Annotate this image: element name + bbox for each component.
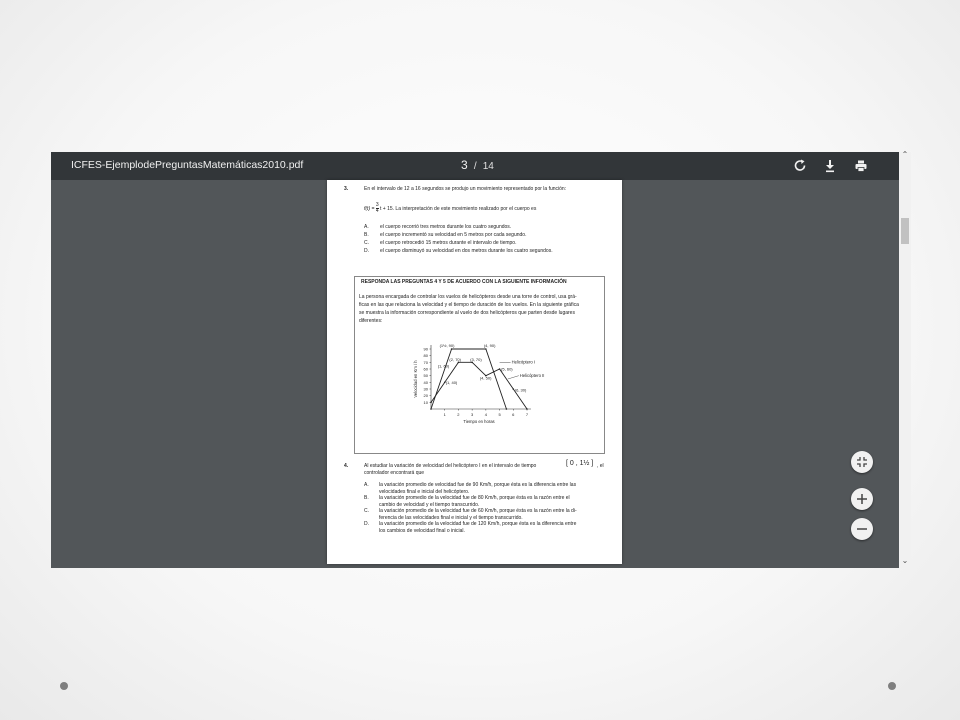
x-tick-label: 7 [525, 412, 529, 417]
q4-option-line1: la variación promedio de la velocidad fue de 60 Km/h, porque ésta es la razón entre la di- [379, 508, 577, 514]
series-point [526, 408, 528, 410]
info-line: se muestra la información correspondiente al vuelo de dos helicópteros que parten desde lugares [359, 310, 575, 316]
q4-option-letter: B. [364, 495, 369, 501]
point-label: (4, 50) [479, 375, 492, 381]
q4-stem-b: , el [597, 463, 604, 469]
series-line-1 [431, 349, 506, 409]
q4-option-line1: la variación promedio de velocidad fue de 90 Km/h, porque ésta es la diferencia entre las [379, 482, 577, 488]
y-tick-label: 30 [423, 386, 428, 392]
zoom-in-icon [856, 493, 868, 505]
pdf-page [327, 180, 622, 564]
q4-stem-a: Al estudiar la variación de velocidad del helicóptero I en el intervalo de tiempo [364, 463, 537, 469]
y-tick-label: 40 [423, 379, 428, 385]
pdf-viewer [51, 152, 899, 568]
point-label: (2, 70) [449, 356, 461, 362]
document-title: ICFES-EjemplodePreguntasMatemáticas2010.pdf [71, 159, 304, 171]
x-tick-label: 5 [498, 412, 501, 417]
y-tick-label: 80 [423, 353, 428, 359]
q4-number: 4. [344, 463, 349, 469]
point-label: (6, 30) [514, 387, 527, 393]
page-indicator [461, 158, 494, 172]
series-point [485, 348, 487, 350]
page-separator: / [473, 161, 477, 172]
print-icon[interactable] [853, 158, 869, 174]
q3-option-letter: D. [364, 248, 369, 254]
x-tick-label: 3 [471, 412, 474, 417]
scroll-up-icon[interactable]: ⌃ [901, 150, 909, 159]
q4-option-line1: la variación promedio de la velocidad fue de 120 Km/h, porque ésta es la diferencia entre [379, 521, 577, 527]
slide-dot-left [60, 682, 68, 690]
q3-function [364, 203, 536, 214]
q4-option-line1: la variación promedio de la velocidad fue de 80 Km/h, porque ésta es la razón entre el [379, 495, 570, 501]
x-tick-label: 4 [484, 412, 487, 417]
scrollbar-thumb[interactable] [901, 218, 909, 244]
q3-stem: En el intervalo de 12 a 16 segundos se produjo un movimiento representado por la función: [364, 186, 567, 192]
y-tick-label: 70 [423, 359, 428, 365]
y-tick-label: 50 [423, 373, 428, 379]
series-point [430, 408, 432, 410]
q3-option-text: el cuerpo retrocedió 15 metros durante el intervalo de tiempo. [380, 240, 517, 246]
zoom-out-button[interactable] [851, 518, 873, 540]
point-label: (1½, 90) [439, 343, 455, 348]
download-icon[interactable] [822, 158, 838, 174]
point-label: (3, 70) [470, 356, 482, 362]
zoom-in-button[interactable] [851, 488, 873, 510]
y-tick-label: 90 [423, 346, 428, 352]
info-heading: RESPONDA LAS PREGUNTAS 4 Y 5 DE ACUERDO CON LA SIGUIENTE INFORMACIÓN [361, 279, 567, 285]
rotate-icon[interactable] [792, 158, 808, 174]
point-label: (1, 60) [437, 363, 450, 369]
info-line: ficas en las que relaciona la velocidad y el tiempo de duración de los vuelos. En la siguiente gráfica [359, 302, 579, 308]
series-name-label: Helicóptero II [519, 372, 545, 378]
q3-function-suffix: t + 15. La interpretación de este movimiento realizado por el cuerpo es [379, 205, 537, 212]
series-point [451, 348, 453, 350]
total-pages: 14 [482, 161, 494, 172]
point-label: (4, 90) [483, 343, 496, 348]
point-label: (1, 40) [445, 379, 458, 385]
series-point [430, 402, 432, 404]
q4-option-line2: velocidades final e inicial del helicóptero. [379, 488, 470, 495]
q3-function-prefix: f(t) = [364, 205, 376, 212]
x-axis-label: Tiempo en horas [463, 419, 495, 424]
y-tick-label: 60 [423, 366, 428, 372]
zoom-out-icon [856, 523, 868, 535]
x-tick-label: 1 [443, 412, 446, 417]
q4-option-line2: ferencia de las velocidades final e inicial y el tiempo transcurrido. [379, 514, 523, 521]
viewer-toolbar [51, 152, 899, 180]
info-line: La persona encargada de controlar los vuelos de helicópteros desde una torre de control, usa grá- [359, 294, 577, 300]
x-tick-label: 6 [512, 412, 515, 417]
q4-option-letter: A. [364, 482, 369, 488]
speed-time-chart [405, 343, 555, 438]
q3-option-text: el cuerpo disminuyó su velocidad en dos metros durante los cuatro segundos. [380, 248, 553, 254]
x-tick-label: 2 [457, 412, 460, 417]
q4-option-line2: cambio de velocidad y el tiempo transcurrido. [379, 501, 480, 508]
fit-to-page-icon [856, 456, 868, 468]
y-axis-label: Velocidad en Km / h [413, 360, 418, 398]
q4-option-letter: C. [364, 508, 369, 514]
current-page-input[interactable]: 3 [461, 158, 468, 172]
series-callout-line [508, 376, 519, 379]
point-label: (5, 60) [501, 366, 513, 372]
y-tick-label: 10 [423, 399, 428, 405]
q3-option-letter: A. [364, 224, 369, 230]
q4-option-line2: los cambios de velocidad final o inicial. [379, 527, 465, 534]
vertical-scrollbar[interactable] [899, 152, 911, 568]
q3-function-den: 4 [375, 208, 379, 214]
q3-number: 3. [344, 186, 349, 192]
fit-to-page-button[interactable] [851, 451, 873, 473]
series-point [506, 408, 508, 410]
q4-option-letter: D. [364, 521, 369, 527]
q3-option-letter: B. [364, 232, 369, 238]
q4-interval: [ 0 , 1½ ] [566, 460, 594, 467]
q3-option-letter: C. [364, 240, 369, 246]
q3-function-num: 3 [375, 202, 379, 208]
q4-stem-c: controlador encontrará que [364, 470, 425, 476]
y-tick-label: 20 [423, 393, 428, 399]
info-line: diferentes: [359, 318, 383, 324]
series-name-label: Helicóptero I [511, 359, 536, 365]
slide-dot-right [888, 682, 896, 690]
scroll-down-icon[interactable]: ⌄ [901, 556, 909, 565]
q3-option-text: el cuerpo incrementó su velocidad en 5 metros por cada segundo. [380, 232, 527, 238]
q3-option-text: el cuerpo recorrió tres metros durante los cuatro segundos. [380, 224, 512, 230]
